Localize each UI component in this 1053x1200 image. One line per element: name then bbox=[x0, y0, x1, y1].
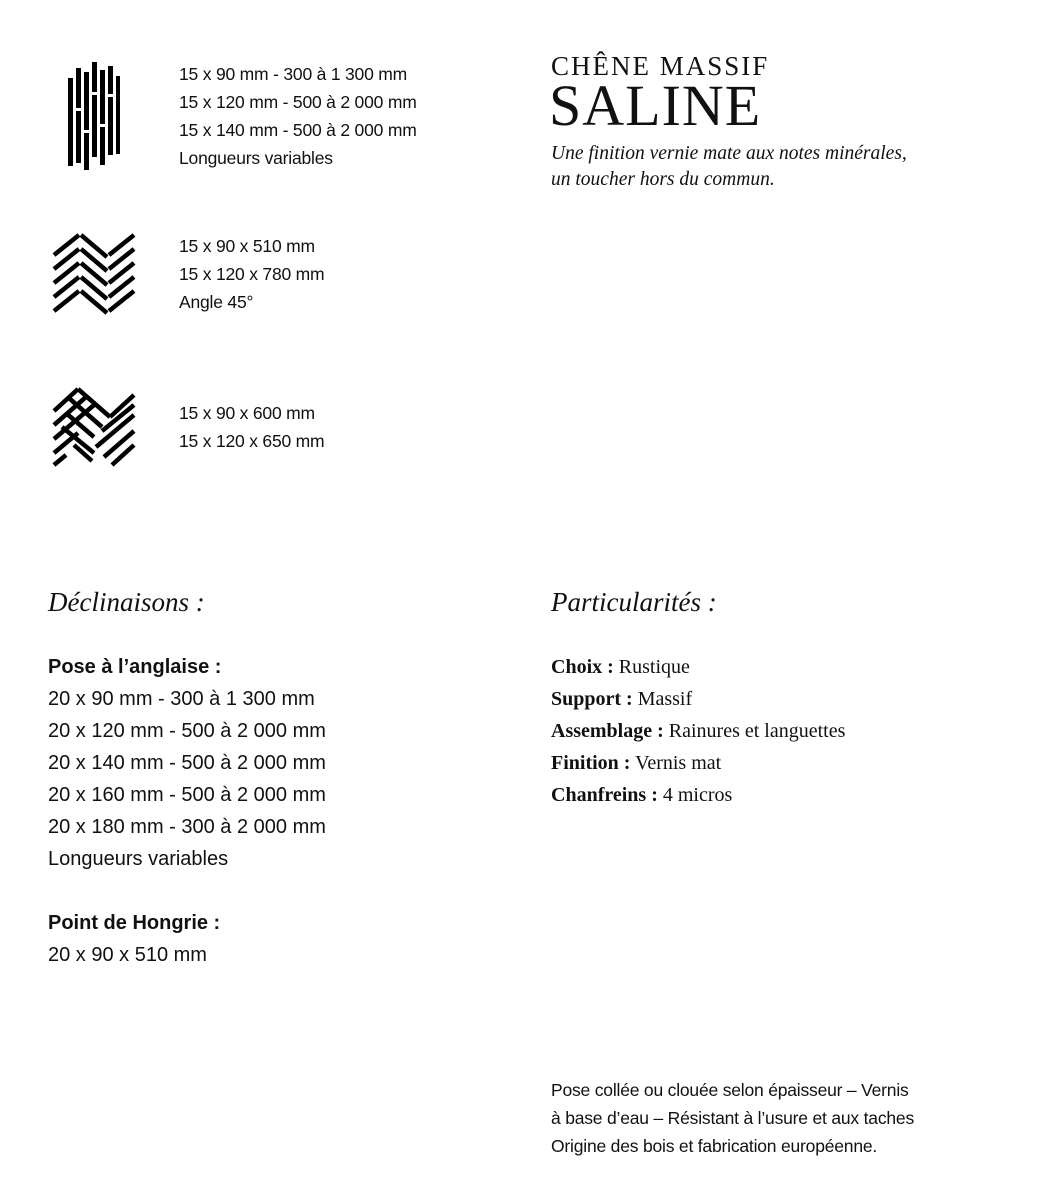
herringbone-pattern-icon bbox=[52, 387, 136, 467]
tagline-line: Une finition vernie mate aux notes minérales, bbox=[551, 143, 907, 164]
product-tagline bbox=[551, 141, 1011, 193]
format-1-line: 15 x 120 mm - 500 à 2 000 mm bbox=[179, 92, 417, 112]
spec-row-chanfreins bbox=[551, 779, 845, 811]
spec-key: Finition : bbox=[551, 752, 631, 774]
particularites-title: Particularités : bbox=[551, 587, 717, 617]
anglaise-size: 20 x 120 mm - 500 à 2 000 mm bbox=[48, 720, 326, 742]
footer-note bbox=[551, 1076, 914, 1160]
spec-value: Vernis mat bbox=[635, 752, 722, 774]
spec-value: 4 micros bbox=[662, 784, 733, 806]
note-line: Pose collée ou clouée selon épaisseur – Vernis bbox=[551, 1080, 909, 1100]
note-line: à base d’eau – Résistant à l’usure et aux taches bbox=[551, 1108, 914, 1128]
spec-value: Massif bbox=[637, 688, 693, 710]
particularites-list bbox=[551, 651, 845, 811]
declinaisons-title: Déclinaisons : bbox=[48, 587, 205, 617]
tagline-line: un toucher hors du commun. bbox=[551, 169, 775, 190]
spec-key: Support : bbox=[551, 688, 633, 710]
product-eyebrow: CHÊNE MASSIF bbox=[551, 51, 770, 81]
straight-plank-pattern-icon bbox=[66, 62, 120, 170]
anglaise-heading: Pose à l’anglaise : bbox=[48, 656, 222, 678]
spec-row-support bbox=[551, 683, 845, 715]
format-3-specs bbox=[179, 399, 324, 455]
spec-value: Rainures et languettes bbox=[668, 720, 846, 742]
spec-row-choix bbox=[551, 651, 845, 683]
anglaise-size: 20 x 140 mm - 500 à 2 000 mm bbox=[48, 752, 326, 774]
product-name: SALINE bbox=[549, 73, 762, 138]
format-1-line: 15 x 90 mm - 300 à 1 300 mm bbox=[179, 64, 408, 84]
spec-row-assemblage bbox=[551, 715, 845, 747]
anglaise-size: 20 x 160 mm - 500 à 2 000 mm bbox=[48, 784, 326, 806]
format-2-line: 15 x 120 x 780 mm bbox=[179, 264, 325, 284]
chevron-pattern-icon bbox=[52, 233, 136, 317]
format-1-line: 15 x 140 mm - 500 à 2 000 mm bbox=[179, 120, 417, 140]
anglaise-footer: Longueurs variables bbox=[48, 848, 229, 870]
anglaise-size: 20 x 180 mm - 300 à 2 000 mm bbox=[48, 816, 326, 838]
format-1-specs bbox=[179, 60, 417, 172]
format-2-line: Angle 45° bbox=[179, 292, 254, 312]
format-3-line: 15 x 120 x 650 mm bbox=[179, 431, 325, 451]
spec-key: Chanfreins : bbox=[551, 784, 658, 806]
hongrie-size: 20 x 90 x 510 mm bbox=[48, 944, 207, 966]
note-line: Origine des bois et fabrication européenne. bbox=[551, 1136, 878, 1156]
hongrie-heading: Point de Hongrie : bbox=[48, 912, 221, 934]
format-1-line: Longueurs variables bbox=[179, 148, 333, 168]
format-3-line: 15 x 90 x 600 mm bbox=[179, 403, 315, 423]
format-2-line: 15 x 90 x 510 mm bbox=[179, 236, 315, 256]
declinaisons-list bbox=[48, 651, 326, 971]
format-2-specs bbox=[179, 232, 324, 316]
spec-key: Assemblage : bbox=[551, 720, 664, 742]
spec-value: Rustique bbox=[618, 656, 690, 678]
spec-key: Choix : bbox=[551, 656, 614, 678]
anglaise-size: 20 x 90 mm - 300 à 1 300 mm bbox=[48, 688, 315, 710]
spec-row-finition bbox=[551, 747, 845, 779]
